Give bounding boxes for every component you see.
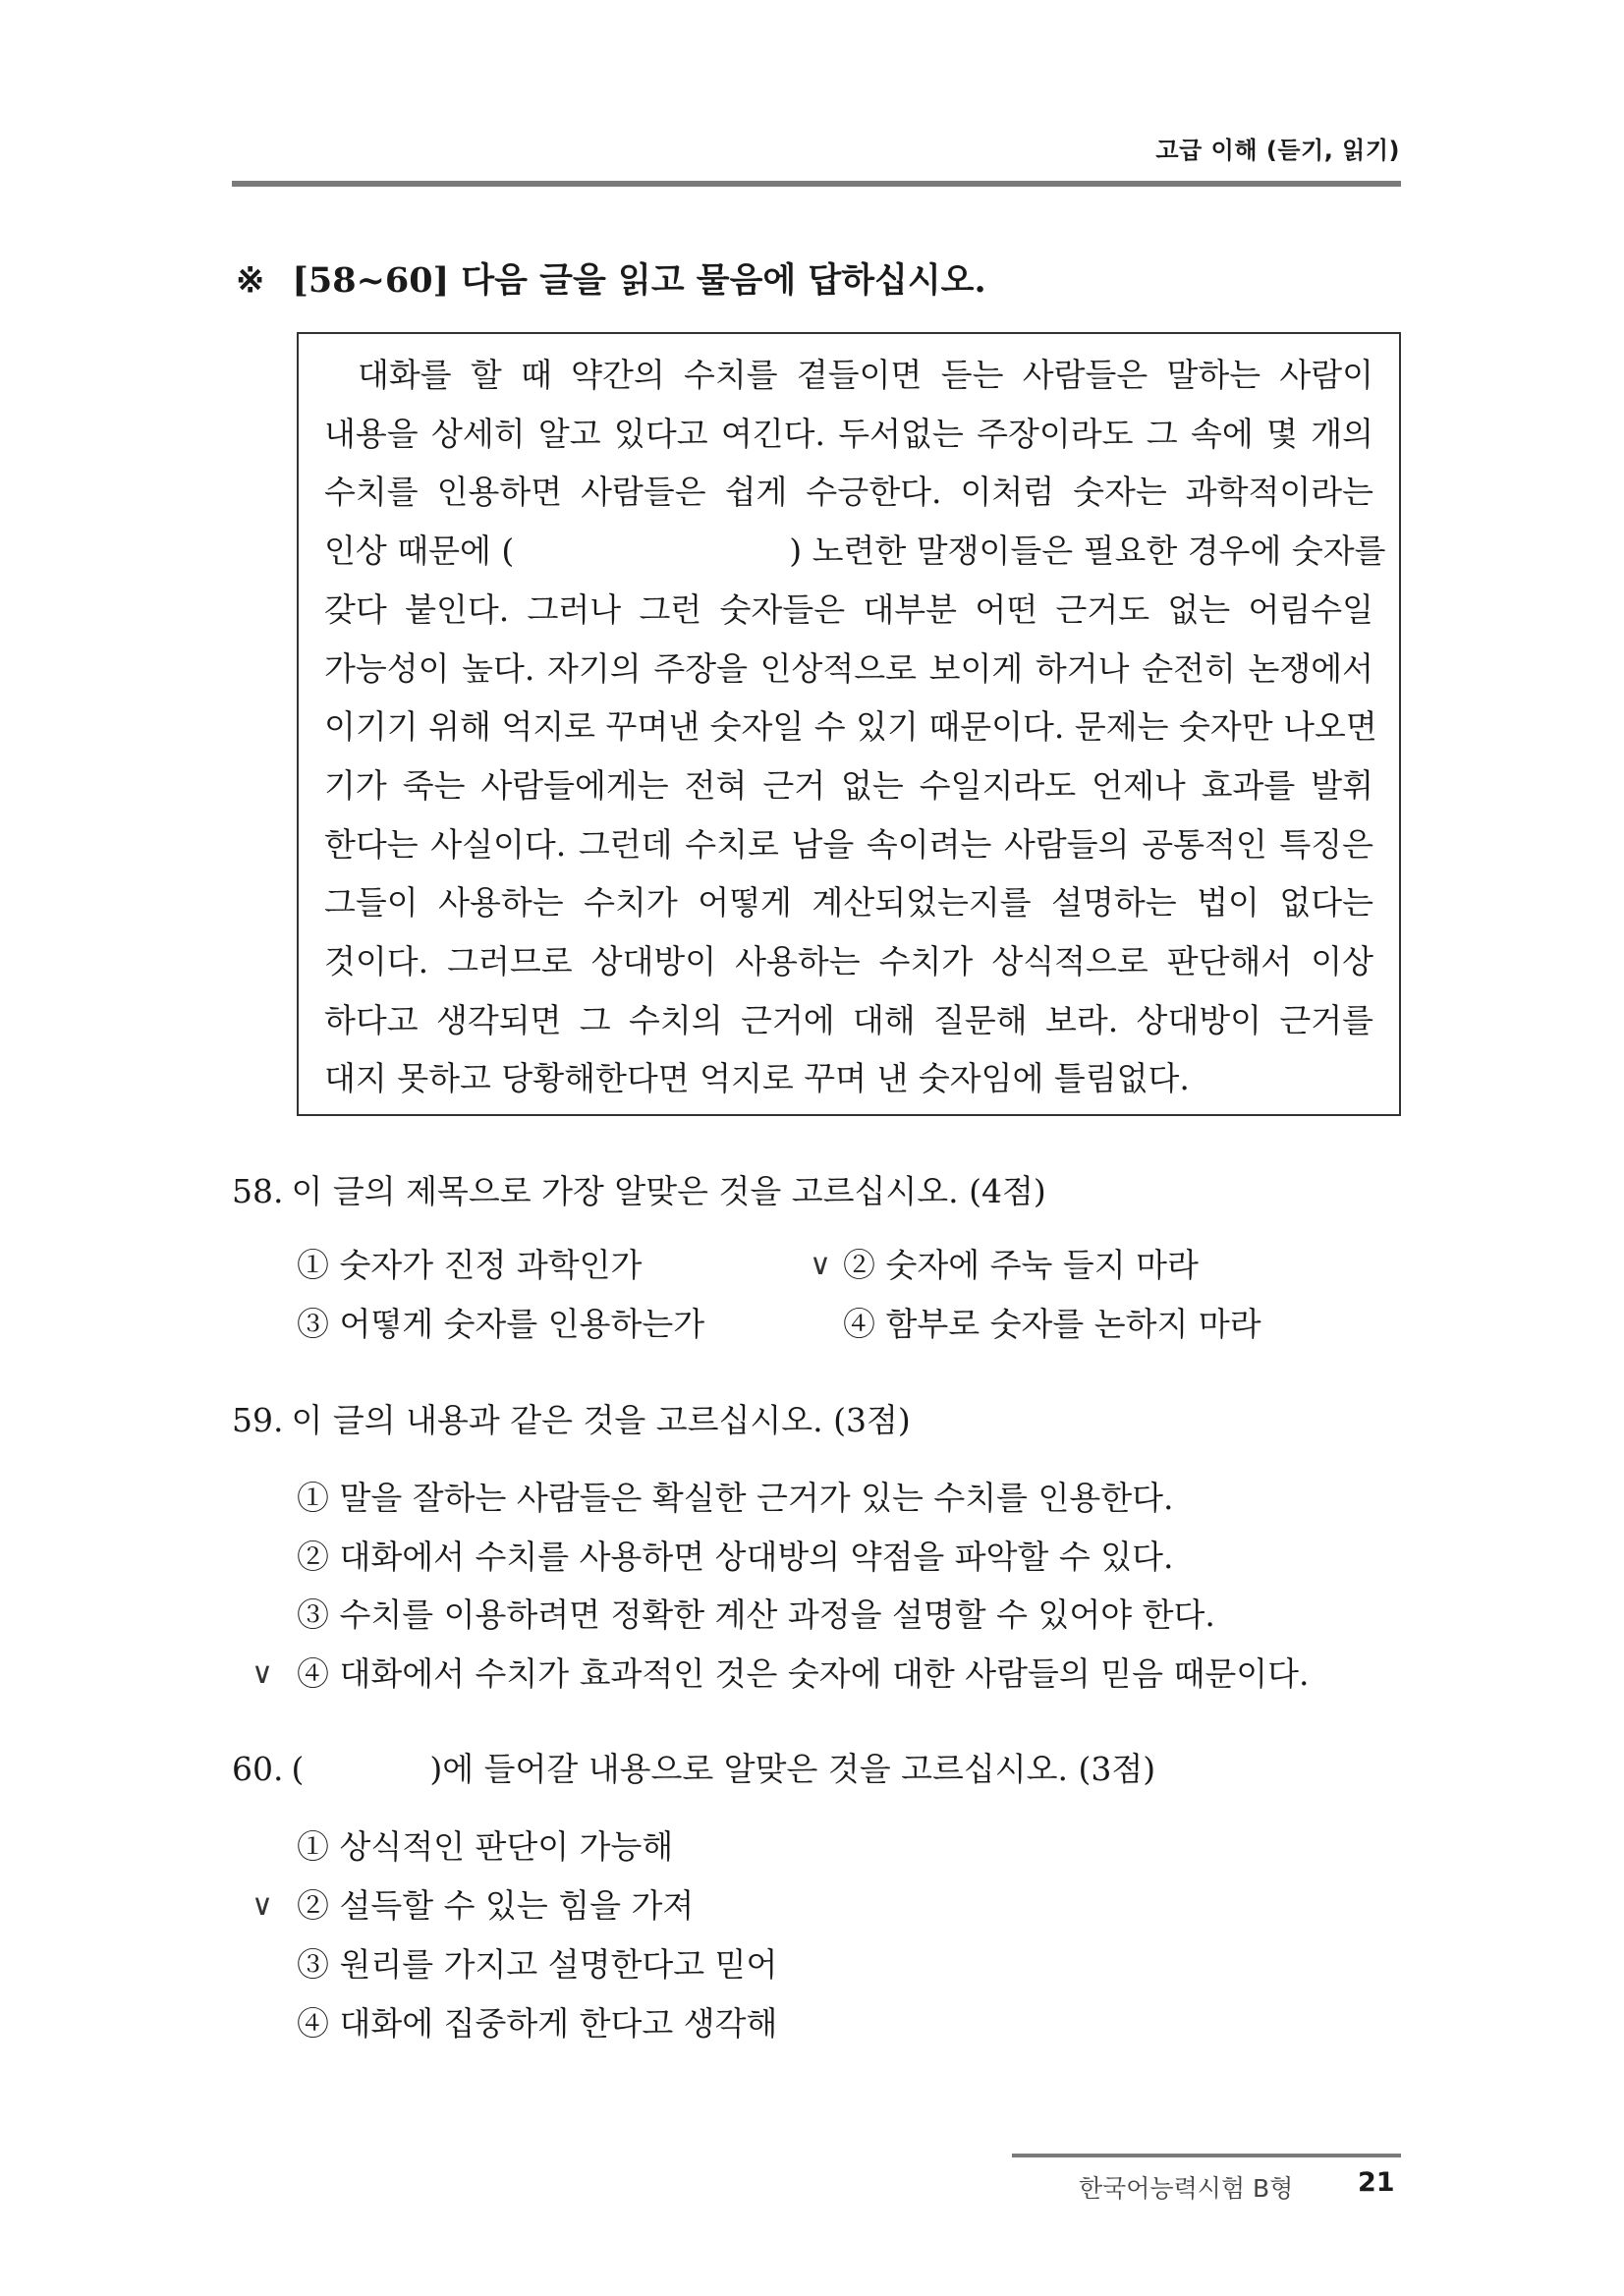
- q58-check-mark: ∨: [810, 1248, 831, 1282]
- q60-option-4[interactable]: ④ 대화에 집중하게 한다고 생각해: [297, 2004, 778, 2043]
- passage-line: 대지 못하고 당황해한다면 억지로 꾸며 낸 숫자임에 틀림없다.: [324, 1059, 1190, 1097]
- passage-line: 이기기 위해 억지로 꾸며낸 숫자일 수 있기 때문이다. 문제는 숫자만 나오면: [324, 707, 1377, 746]
- header-rule: [232, 181, 1401, 187]
- question-text: 이 글의 제목으로 가장 알맞은 것을 고르십시오. (4점): [291, 1172, 1046, 1210]
- exam-name: 한국어능력시험 B형: [1079, 2174, 1294, 2203]
- question-59-stem: [232, 1401, 911, 1440]
- passage-line: 수치를 인용하면 사람들은 쉽게 수긍한다. 이처럼 숫자는 과학적이라는: [324, 473, 1373, 511]
- running-header: 고급 이해 (듣기, 읽기): [1155, 137, 1400, 164]
- q58-option-2[interactable]: ② 숫자에 주눅 들지 마라: [843, 1246, 1199, 1284]
- passage-line: 기가 죽는 사람들에게는 전혀 근거 없는 수일지라도 언제나 효과를 발휘: [324, 766, 1373, 805]
- q59-option-3[interactable]: ③ 수치를 이용하려면 정확한 계산 과정을 설명할 수 있어야 한다.: [297, 1596, 1215, 1634]
- question-text: )에 들어갈 내용으로 알맞은 것을 고르십시오. (3점): [429, 1750, 1156, 1788]
- question-60-stem: [232, 1750, 1155, 1789]
- passage-blank-open: 인상 때문에 (: [324, 532, 515, 570]
- q60-option-2[interactable]: ② 설득할 수 있는 힘을 가져: [297, 1886, 695, 1925]
- q58-option-3[interactable]: ③ 어떻게 숫자를 인용하는가: [297, 1305, 705, 1343]
- passage-line: 한다는 사실이다. 그런데 수치로 남을 속이려는 사람들의 공통적인 특징은: [324, 825, 1373, 864]
- passage-line: 것이다. 그러므로 상대방이 사용하는 수치가 상식적으로 판단해서 이상: [324, 942, 1373, 980]
- q59-check-mark: ∨: [252, 1656, 273, 1691]
- q60-check-mark: ∨: [252, 1888, 273, 1923]
- question-number: 59.: [232, 1401, 284, 1439]
- q59-option-1[interactable]: ① 말을 잘하는 사람들은 확실한 근거가 있는 수치를 인용한다.: [297, 1479, 1174, 1517]
- passage-line: 갖다 붙인다. 그러나 그런 숫자들은 대부분 어떤 근거도 없는 어림수일: [324, 590, 1373, 629]
- q58-option-1[interactable]: ① 숫자가 진정 과학인가: [297, 1246, 643, 1284]
- page-number: 21: [1358, 2167, 1395, 2198]
- q58-option-4[interactable]: ④ 함부로 숫자를 논하지 마라: [843, 1305, 1261, 1343]
- q59-option-2[interactable]: ② 대화에서 수치를 사용하면 상대방의 약점을 파악할 수 있다.: [297, 1538, 1174, 1576]
- q60-option-1[interactable]: ① 상식적인 판단이 가능해: [297, 1827, 674, 1866]
- question-number: 58.: [232, 1172, 284, 1210]
- passage-line: 그들이 사용하는 수치가 어떻게 계산되었는지를 설명하는 법이 없다는: [324, 883, 1373, 922]
- passage-line: 내용을 상세히 알고 있다고 여긴다. 두서없는 주장이라도 그 속에 몇 개의: [324, 415, 1373, 453]
- question-number: 60.: [232, 1750, 284, 1788]
- instruction-text: [58~60] 다음 글을 읽고 물음에 답하십시오.: [292, 260, 986, 301]
- footer-rule: [1012, 2154, 1401, 2157]
- passage-blank-close: ) 노련한 말쟁이들은 필요한 경우에 숫자를: [789, 532, 1386, 570]
- question-text: 이 글의 내용과 같은 것을 고르십시오. (3점): [291, 1401, 911, 1439]
- question-58-stem: [232, 1172, 1046, 1211]
- instruction: [236, 253, 986, 303]
- reference-mark: ※: [236, 260, 265, 301]
- passage-line: 가능성이 높다. 자기의 주장을 인상적으로 보이게 하거나 순전히 논쟁에서: [324, 649, 1373, 688]
- q59-option-4[interactable]: ④ 대화에서 수치가 효과적인 것은 숫자에 대한 사람들의 믿음 때문이다.: [297, 1654, 1310, 1693]
- q60-option-3[interactable]: ③ 원리를 가지고 설명한다고 믿어: [297, 1945, 778, 1984]
- passage-line-with-blank: [324, 532, 1386, 571]
- question-blank-open: (: [291, 1750, 305, 1788]
- passage-line: 대화를 할 때 약간의 수치를 곁들이면 듣는 사람들은 말하는 사람이: [358, 356, 1373, 394]
- passage-line: 하다고 생각되면 그 수치의 근거에 대해 질문해 보라. 상대방이 근거를: [324, 1001, 1373, 1039]
